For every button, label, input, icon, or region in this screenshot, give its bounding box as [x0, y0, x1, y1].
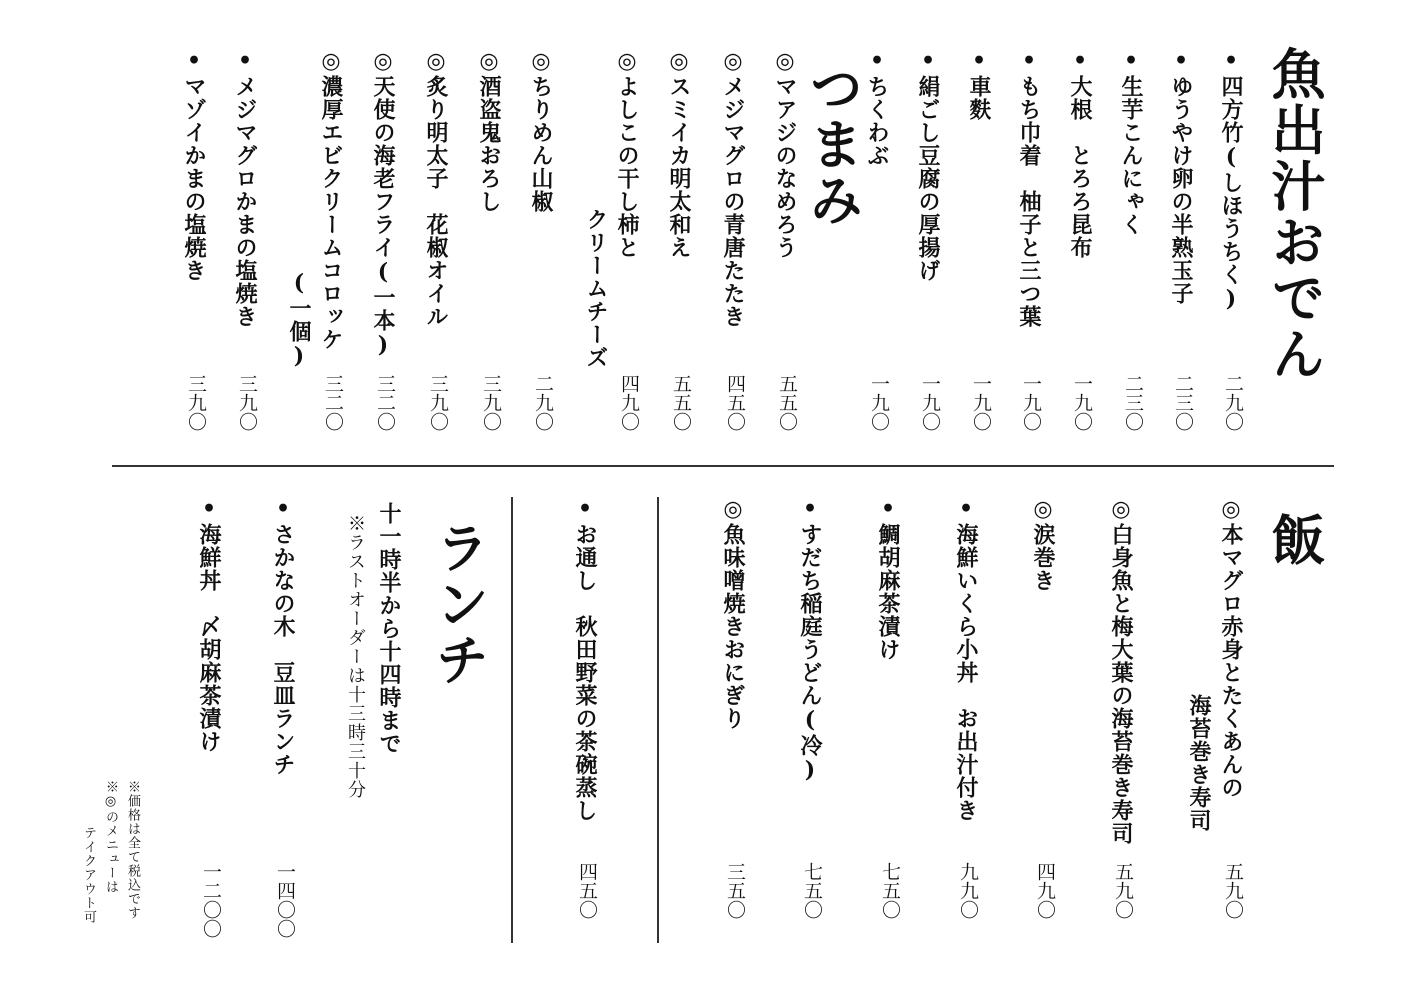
menu-item-price: 一九〇	[868, 374, 890, 431]
menu-item-name: •生芋こんにゃく	[1118, 48, 1144, 236]
vertical-divider-meshi	[657, 497, 659, 943]
menu-item-name: •ちくわぶ	[864, 48, 890, 167]
menu-item-price: 五九〇	[1112, 862, 1134, 919]
tsumami-title: つまみ	[801, 60, 865, 228]
menu-item-price: 三二〇	[322, 374, 344, 431]
menu-item-name: •メジマグロかまの塩焼き	[232, 48, 258, 328]
menu-item-name: ◎マアジのなめろう	[772, 48, 798, 259]
menu-item-name: ◎濃厚エビクリームコロッケ	[318, 48, 344, 351]
note-takeout: ※◎のメニューは	[103, 780, 118, 894]
menu-item-price: 二九〇	[532, 374, 554, 431]
menu-item-name: ◎酒盗鬼おろし	[476, 48, 502, 213]
menu-item-name: •四方竹(しほうちく)	[1218, 48, 1244, 313]
note-tax: ※価格は全て税込です	[125, 780, 140, 920]
menu-item-name: •車麩	[966, 48, 992, 121]
menu-item-price: 三九〇	[480, 374, 502, 431]
menu-item-price: 二三〇	[1122, 374, 1144, 431]
menu-item-price: 三九〇	[236, 374, 258, 431]
menu-item-price: 二九〇	[1222, 374, 1244, 431]
oden-title: 魚出汁おでん	[1263, 46, 1327, 382]
menu-item-price: 一九〇	[1020, 374, 1042, 431]
menu-item-name: ◎メジマグロの青唐たたき	[720, 48, 746, 328]
menu-item-name: •大根 とろろ昆布	[1067, 48, 1093, 259]
menu-item-price: 五九〇	[1222, 862, 1244, 919]
lunch-hours: 十一時半から十四時まで	[376, 502, 402, 755]
otoshi-price: 四五〇	[576, 862, 598, 919]
menu-item-price: 三五〇	[724, 862, 746, 919]
menu-item-name: •マゾイかまの塩焼き	[181, 48, 207, 282]
menu-item-price: 三九〇	[427, 374, 449, 431]
note-takeout-continued: テイクアウト可	[81, 826, 96, 924]
menu-item-name: ◎涙巻き	[1030, 496, 1056, 592]
menu-item-name: •海鮮いくら小丼 お出汁付き	[953, 496, 979, 822]
vertical-divider-lunch	[511, 497, 513, 943]
menu-item-price: 五五〇	[670, 374, 692, 431]
menu-item-price: 七五〇	[879, 862, 901, 919]
menu-item-price: 一九〇	[1071, 374, 1093, 431]
menu-item-name-continued: クリームチーズ	[583, 208, 609, 369]
menu-item-name: ◎本マグロ赤身とたくあんの	[1218, 496, 1244, 799]
menu-item-name: •絹ごし豆腐の厚揚げ	[915, 48, 941, 282]
menu-item-name: ◎ちりめん山椒	[528, 48, 554, 213]
menu-item-price: 一二〇〇	[200, 862, 222, 938]
menu-item-price: 九九〇	[957, 862, 979, 919]
menu-item-price: 七五〇	[801, 862, 823, 919]
menu-item-name: •もち巾着 柚子と三つ葉	[1016, 48, 1042, 328]
menu-item-price: 四五〇	[724, 374, 746, 431]
lunch-title: ランチ	[427, 520, 491, 688]
menu-item-name-continued: 海苔巻き寿司	[1186, 694, 1212, 832]
menu-item-price: 三二〇	[374, 374, 396, 431]
menu-item-name-continued: (一個)	[286, 270, 312, 370]
menu-item-name: ◎天使の海老フライ(一本)	[370, 48, 396, 359]
menu-item-name: ◎炙り明太子 花椒オイル	[423, 48, 449, 328]
menu-item-name: •ゆうやけ卵の半熟玉子	[1168, 48, 1194, 305]
menu-item-price: 一四〇〇	[274, 862, 296, 938]
menu-item-name: •鯛胡麻茶漬け	[875, 496, 901, 661]
horizontal-divider	[112, 465, 1334, 467]
menu-item-price: 四九〇	[618, 374, 640, 431]
lunch-last-order: ※ラストオーダーは十三時三十分	[345, 514, 366, 799]
menu-item-price: 二三〇	[1172, 374, 1194, 431]
menu-item-name: •さかなの木 豆皿ランチ	[270, 496, 296, 776]
menu-item-price: 三九〇	[185, 374, 207, 431]
menu-item-name: ◎よしこの干し柿と	[614, 48, 640, 259]
menu-item-price: 五五〇	[776, 374, 798, 431]
menu-item-name: •すだち稲庭うどん(冷)	[797, 496, 823, 784]
menu-item-price: 四九〇	[1034, 862, 1056, 919]
otoshi-name: •お通し 秋田野菜の茶碗蒸し	[572, 496, 598, 822]
menu-item-name: ◎魚味噌焼きおにぎり	[720, 496, 746, 730]
menu-item-price: 一九〇	[919, 374, 941, 431]
menu-item-name: ◎白身魚と梅大葉の海苔巻き寿司	[1108, 496, 1134, 845]
menu-item-name: •海鮮丼 〆胡麻茶漬け	[196, 496, 222, 753]
menu-item-price: 一九〇	[970, 374, 992, 431]
meshi-title: 飯	[1263, 512, 1327, 568]
menu-item-name: ◎スミイカ明太和え	[666, 48, 692, 259]
